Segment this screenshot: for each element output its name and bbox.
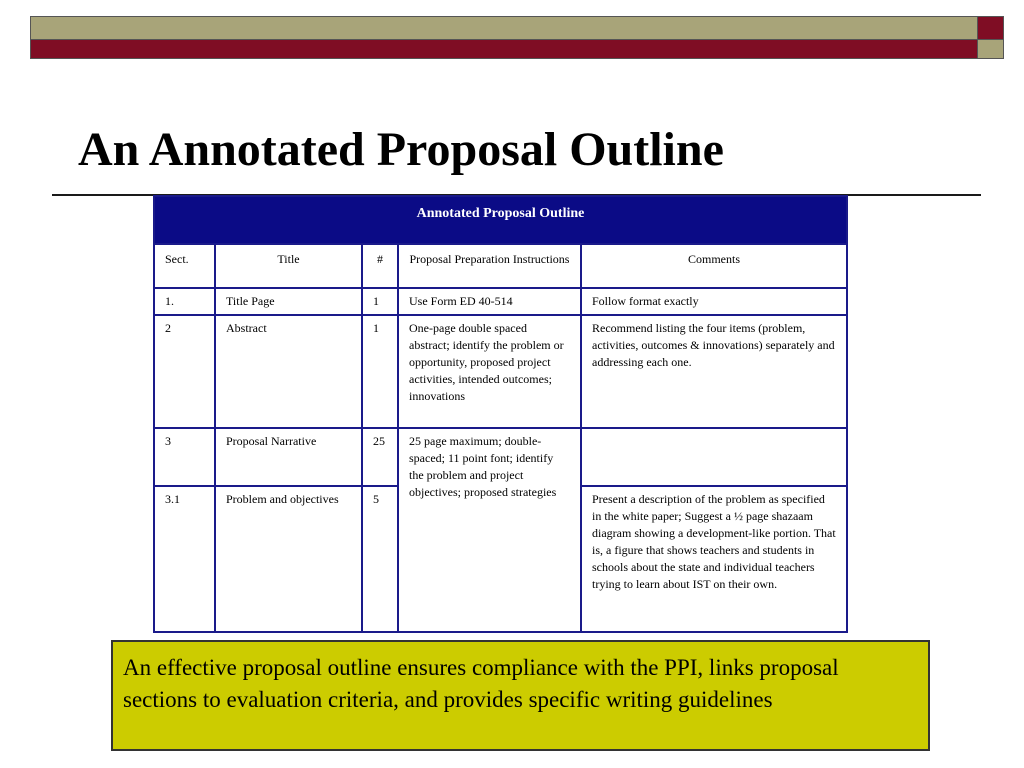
cell-instructions: 25 page maximum; double-spaced; 11 point font; identify the problem and project objectives; proposed strategies [398, 428, 581, 632]
cell-title: Proposal Narrative [215, 428, 362, 486]
column-header-title: Title [215, 244, 362, 288]
column-header-comments: Comments [581, 244, 847, 288]
cell-sect: 1. [154, 288, 215, 315]
corner-olive-square [978, 40, 1004, 59]
annotated-outline-table [153, 195, 848, 633]
cell-title: Problem and objectives [215, 486, 362, 632]
table-row [154, 315, 847, 428]
cell-comments: Present a description of the problem as specified in the white paper; Suggest a ½ page shazaam diagram showing a development-like portion. That is, a figure that shows teachers and students in schools about the state and individual teachers trying to learn about IST on their own. [581, 486, 847, 632]
corner-red-square [978, 16, 1004, 40]
cell-title: Title Page [215, 288, 362, 315]
summary-callout: An effective proposal outline ensures compliance with the PPI, links proposal sections to evaluation criteria, and provides specific writing guidelines [111, 640, 930, 751]
cell-number: 5 [362, 486, 398, 632]
cell-number: 1 [362, 288, 398, 315]
cell-instructions: Use Form ED 40-514 [398, 288, 581, 315]
table-row [154, 288, 847, 315]
table-header-row [154, 244, 847, 288]
cell-number: 1 [362, 315, 398, 428]
top-banner-olive-bar [30, 16, 978, 40]
table-row [154, 428, 847, 486]
cell-sect: 3 [154, 428, 215, 486]
cell-sect: 3.1 [154, 486, 215, 632]
column-header-instructions: Proposal Preparation Instructions [398, 244, 581, 288]
cell-number: 25 [362, 428, 398, 486]
cell-title: Abstract [215, 315, 362, 428]
cell-instructions: One-page double spaced abstract; identify the problem or opportunity, proposed project activities, intended outcomes; innovations [398, 315, 581, 428]
cell-comments [581, 428, 847, 486]
cell-comments: Recommend listing the four items (problem, activities, outcomes & innovations) separately and addressing each one. [581, 315, 847, 428]
cell-comments: Follow format exactly [581, 288, 847, 315]
table-caption: Annotated Proposal Outline [154, 196, 847, 244]
cell-sect: 2 [154, 315, 215, 428]
column-header-number: # [362, 244, 398, 288]
top-banner-red-bar [30, 40, 978, 59]
column-header-sect: Sect. [154, 244, 215, 288]
table-caption-row [154, 196, 847, 244]
slide-title: An Annotated Proposal Outline [78, 123, 724, 176]
